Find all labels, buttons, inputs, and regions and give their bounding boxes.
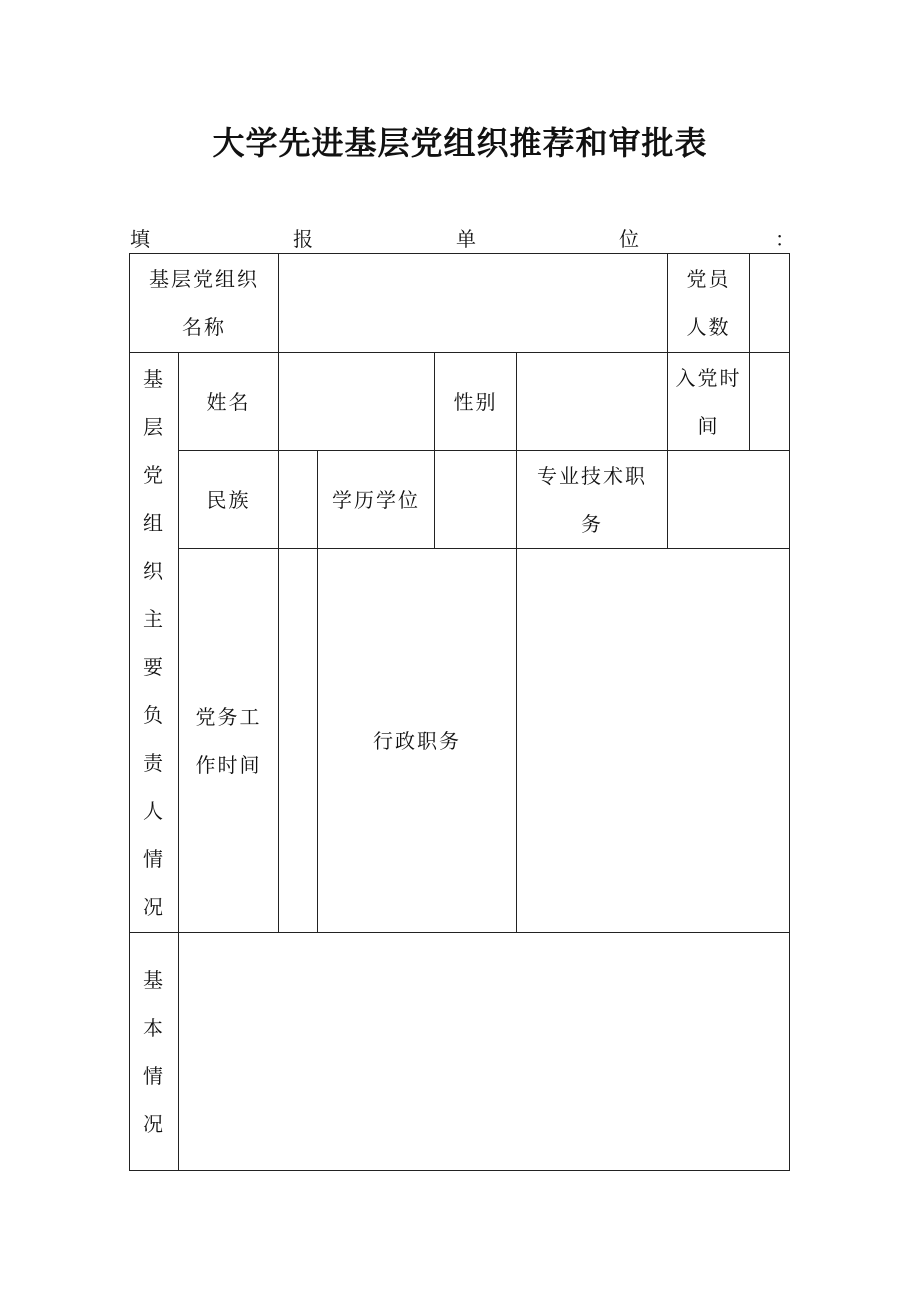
basic-info-label bbox=[130, 933, 178, 1170]
admin-post-label-text: 行政职务 bbox=[373, 728, 461, 753]
gender-field[interactable] bbox=[517, 353, 667, 450]
admin-post-label bbox=[318, 549, 516, 932]
fill-char-4: 位 bbox=[619, 227, 639, 251]
fill-char-1: 填 bbox=[130, 227, 150, 251]
org-name-label bbox=[130, 254, 278, 352]
fill-char-2: 报 bbox=[293, 227, 313, 251]
join-time-field[interactable] bbox=[750, 353, 789, 450]
org-name-label-text: 基层党组织名称 bbox=[149, 267, 259, 339]
party-work-time-label bbox=[179, 549, 278, 932]
join-time-label-text: 入党时间 bbox=[675, 365, 742, 438]
admin-post-field[interactable] bbox=[517, 549, 789, 932]
member-count-label bbox=[668, 254, 749, 352]
gender-label-text: 性别 bbox=[453, 389, 498, 414]
org-name-field[interactable] bbox=[279, 254, 667, 352]
ethnicity-label bbox=[179, 451, 278, 548]
ethnicity-label-text: 民族 bbox=[206, 487, 251, 512]
leader-section-label-text: 基层党组织主要负责人情况 bbox=[143, 366, 165, 919]
member-count-label-text: 党员人数 bbox=[686, 267, 731, 339]
gender-label bbox=[435, 353, 516, 450]
member-count-field[interactable] bbox=[750, 254, 789, 352]
prof-title-label bbox=[517, 451, 667, 548]
prof-title-field[interactable] bbox=[668, 451, 789, 548]
party-work-time-field[interactable] bbox=[279, 549, 317, 932]
basic-info-field[interactable] bbox=[179, 933, 789, 1170]
hline-bottom bbox=[129, 1170, 790, 1171]
party-work-time-label-text: 党务工作时间 bbox=[195, 704, 262, 777]
education-field[interactable] bbox=[435, 451, 516, 548]
prof-title-label-text: 专业技术职务 bbox=[537, 463, 647, 536]
basic-info-label-text: 基本情况 bbox=[143, 967, 165, 1136]
vline-right bbox=[789, 253, 790, 1171]
leader-section-label bbox=[130, 353, 178, 932]
name-field[interactable] bbox=[279, 353, 434, 450]
ethnicity-field[interactable] bbox=[279, 451, 317, 548]
name-label bbox=[179, 353, 278, 450]
fill-char-3: 单 bbox=[456, 227, 476, 251]
fill-char-5: ： bbox=[775, 227, 795, 251]
education-label-text: 学历学位 bbox=[332, 487, 420, 512]
name-label-text: 姓名 bbox=[206, 389, 251, 414]
join-time-label bbox=[668, 353, 749, 450]
form-title: 大学先进基层党组织推荐和审批表 bbox=[212, 124, 708, 162]
education-label bbox=[318, 451, 434, 548]
